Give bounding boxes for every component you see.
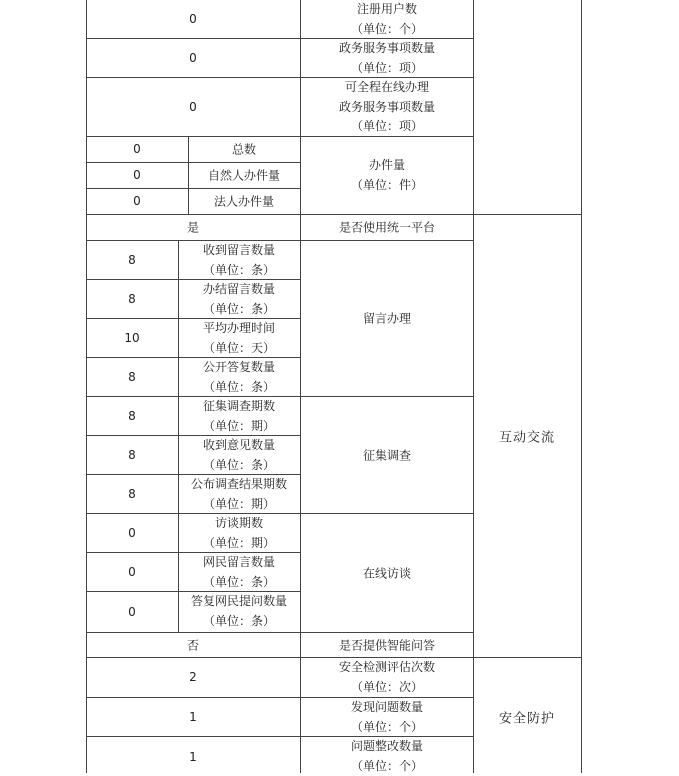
row-value: 0 — [189, 100, 197, 114]
sub-label: 自然人办件量 — [208, 167, 280, 184]
row-label: 是否提供智能问答 — [339, 637, 435, 654]
row-label-unit: （单位：项） — [339, 117, 435, 137]
row-divider — [86, 162, 300, 163]
category-label: 安全防护 — [499, 708, 555, 727]
sub-label-unit: （单位：条） — [203, 573, 275, 593]
sub-label: 总数 — [232, 141, 256, 158]
sub-label-text: 访谈期数 — [203, 514, 275, 534]
row-value: 0 — [128, 526, 136, 540]
row-value: 10 — [124, 331, 139, 345]
sub-label: 法人办件量 — [214, 193, 274, 210]
row-value: 8 — [128, 448, 136, 462]
sub-label-unit: （单位：条） — [203, 261, 275, 281]
category-label: 互动交流 — [499, 427, 555, 446]
sub-label-unit: （单位：条） — [203, 300, 275, 320]
row-label — [351, 698, 423, 737]
row-label-text: 注册用户数 — [351, 0, 423, 20]
sub-label — [203, 358, 275, 397]
row-label-text: 安全检测评估次数 — [339, 658, 435, 678]
row-value: 0 — [189, 51, 197, 65]
sub-label-text: 平均办理时间 — [203, 319, 275, 339]
column-divider — [178, 240, 179, 632]
row-value: 否 — [187, 637, 199, 654]
sub-label — [203, 436, 275, 475]
sub-label — [203, 319, 275, 358]
row-value: 2 — [189, 670, 197, 684]
sub-label-unit: （单位：条） — [203, 456, 275, 476]
row-divider — [86, 632, 473, 633]
row-value: 8 — [128, 487, 136, 501]
row-divider — [86, 214, 581, 215]
sub-label-unit: （单位：期） — [203, 417, 275, 437]
row-value: 0 — [133, 168, 141, 182]
banjian-label — [351, 156, 423, 195]
row-label-unit: （单位：次） — [339, 678, 435, 698]
sub-label-text: 征集调查期数 — [203, 397, 275, 417]
sub-label-unit: （单位：条） — [203, 378, 275, 398]
sub-label — [203, 553, 275, 592]
row-divider — [86, 240, 473, 241]
row-label — [339, 658, 435, 697]
sub-label — [203, 280, 275, 319]
banjian-label-text: 办件量 — [351, 156, 423, 176]
row-label — [351, 737, 423, 776]
sub-label — [191, 475, 287, 514]
row-value: 8 — [128, 370, 136, 384]
sub-label-unit: （单位：期） — [191, 495, 287, 515]
row-value: 0 — [128, 565, 136, 579]
sub-label-text: 收到留言数量 — [203, 241, 275, 261]
row-value: 0 — [189, 12, 197, 26]
sub-label-text: 网民留言数量 — [203, 553, 275, 573]
row-label: 是否使用统一平台 — [339, 219, 435, 236]
row-label — [351, 0, 423, 39]
row-label-text: 可全程在线办理 — [339, 78, 435, 98]
sub-label-unit: （单位：条） — [191, 612, 287, 632]
sub-label — [203, 514, 275, 553]
row-value: 8 — [128, 253, 136, 267]
row-label-unit: （单位：个） — [351, 20, 423, 40]
sub-label — [203, 397, 275, 436]
row-label-unit: （单位：个） — [351, 757, 423, 776]
table-border-right — [581, 0, 582, 773]
group-label: 征集调查 — [363, 447, 411, 464]
row-label — [339, 78, 435, 137]
row-divider — [86, 657, 581, 658]
row-value: 1 — [189, 710, 197, 724]
row-value: 0 — [133, 194, 141, 208]
row-label-text: 政务服务事项数量 — [339, 39, 435, 59]
row-value: 8 — [128, 292, 136, 306]
row-label — [339, 39, 435, 78]
row-value: 1 — [189, 750, 197, 764]
sub-label-text: 答复网民提问数量 — [191, 592, 287, 612]
group-label: 留言办理 — [363, 310, 411, 327]
sub-label-unit: （单位：期） — [203, 534, 275, 554]
row-value: 0 — [133, 142, 141, 156]
row-divider — [86, 188, 300, 189]
sub-label — [191, 592, 287, 631]
row-label-text: 问题整改数量 — [351, 737, 423, 757]
banjian-label-unit: （单位：件） — [351, 176, 423, 196]
sub-label-unit: （单位：天） — [203, 339, 275, 359]
row-label-unit: （单位：项） — [339, 59, 435, 79]
sub-label-text: 办结留言数量 — [203, 280, 275, 300]
sub-label-text: 公布调查结果期数 — [191, 475, 287, 495]
row-divider — [86, 396, 473, 397]
sub-label — [203, 241, 275, 280]
row-label-text: 政务服务事项数量 — [339, 98, 435, 118]
column-divider — [188, 136, 189, 214]
row-value: 8 — [128, 409, 136, 423]
row-label-text: 发现问题数量 — [351, 698, 423, 718]
group-label: 在线访谈 — [363, 565, 411, 582]
row-label-unit: （单位：个） — [351, 718, 423, 738]
sub-label-text: 公开答复数量 — [203, 358, 275, 378]
row-value: 是 — [187, 219, 199, 236]
sub-label-text: 收到意见数量 — [203, 436, 275, 456]
row-value: 0 — [128, 605, 136, 619]
